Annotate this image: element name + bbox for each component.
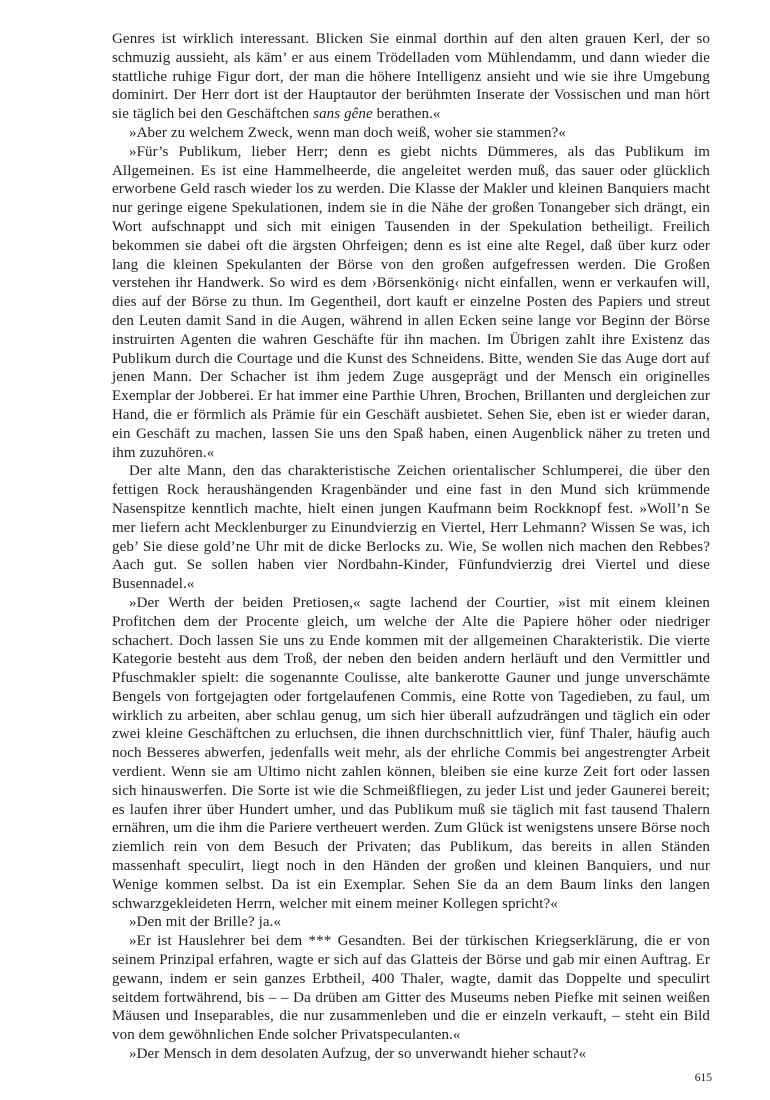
paragraph: [112, 913, 710, 932]
paragraph: [112, 1045, 710, 1064]
text-run: »Den mit der Brille? ja.«: [129, 914, 282, 931]
text-block: [112, 30, 710, 1064]
page-number: 615: [694, 1072, 712, 1084]
text-run: Genres ist wirklich interessant. Blicken Sie einmal dorthin auf den alten grauen Kerl, der so schmuzig aussieht, als käm’ er aus einem Trödelladen vom Mühlendamm, und dann wieder die stattliche ruhige Figur dort, der man die höhere Intelligenz ansieht und wie sie ihre Umgebung dominirt. Der Herr dort ist der Hauptautor der berühmten Inserate der Vossischen und man hört sie täglich bei den Geschäftchen: [112, 31, 710, 123]
paragraph: [112, 30, 710, 124]
text-run: »Der Werth der beiden Pretiosen,« sagte lachend der Courtier, »ist mit einem kleinen Profitchen dem der Procente gleich, um welche der Alte die Papiere höher oder niedriger schachert. Doch lassen Sie uns zu Ende kommen mit der allgemeinen Charakteristik. Die vierte Kategorie besteht aus dem Troß, der neben den beiden andern herläuft und den Vermittler und Pfuschmakler spielt: die sogenannte Coulisse, alte bankerotte Gauner und junge unverschämte Bengels von fortgejagten oder fortgelaufenen Commis, eine Rotte von Tagedieben, zu faul, um wirklich zu arbeiten, aber schlau genug, um sich hier überall aufzudrängen und täglich ein oder zwei kleine Geschäftchen zu erluchsen, die ihnen durchschnittlich vier, fünf Thaler, häufig auch noch Besseres abwerfen, jedenfalls weit mehr, als der ehrliche Commis bei angestrengter Arbeit verdient. Wenn sie am Ultimo nicht zahlen können, bleiben sie eine kurze Zeit fort oder lassen sich hinauswerfen. Die Sorte ist wie die Schmeißfliegen, zu jeder List und jeder Gaunerei bereit; es laufen ihrer über Hundert umher, und das Publikum muß sie täglich mit fast tausend Thalern ernähren, um die ihm die Pariere vertheuert werden. Zum Glück ist wenigstens unsere Börse noch ziemlich rein von dem Besuch der Privaten; das Publikum, das bereits in allen Ständen massenhaft speculirt, liegt noch in den Händen der großen und kleinen Banquiers, und nur Wenige kommen selbst. Da ist ein Exemplar. Sehen Sie da an dem Baum links den langen schwarzgekleideten Herrn, welcher mit einem meiner Kollegen spricht?«: [112, 594, 710, 912]
italic-run: sans gêne: [313, 106, 373, 123]
paragraph: [112, 594, 710, 914]
text-run: »Aber zu welchem Zweck, wenn man doch weiß, woher sie stammen?«: [129, 124, 566, 141]
paragraph: [112, 124, 710, 143]
paragraph: [112, 143, 710, 463]
text-run: »Für’s Publikum, lieber Herr; denn es giebt nichts Dümmeres, als das Publikum im Allgemeinen. Es ist eine Hammelheerde, die angeleitet werden muß, das sauer oder glücklich erworbene Geld rasch wieder los zu werden. Die Klasse der Makler und kleinen Banquiers macht nur geringe eigene Spekulationen, indem sie in die Nähe der großen Tonangeber sich drängt, ein Wort aufschnappt und sich mit einigen Tausenden in der Spekulation betheiligt. Freilich bekommen sie dabei oft die ärgsten Ohrfeigen; denn es ist eine alte Regel, daß über kurz oder lang die kleinen Spekulanten der Börse von den großen aufgefressen werden. Die Großen verstehen ihr Handwerk. So wird es dem ›Börsenkönig‹ nicht einfallen, wenn er verkaufen will, dies auf der Börse zu thun. Im Gegentheil, dort kauft er einzelne Posten des Papiers und streut den Leuten damit Sand in die Augen, während in allen Ecken seine lange vor Beginn der Börse instruirten Agenten die wahren Geschäfte für ihn machen. Im Übrigen zahlt ihre Existenz das Publikum durch die Courtage und die Kunst des Schneidens. Bitte, wenden Sie das Auge dort auf jenen Mann. Der Schacher ist ihm jedem Zuge ausgeprägt und der Mensch ein originelles Exemplar der Jobberei. Er hat immer eine Parthie Uhren, Brochen, Brillanten und dergleichen zur Hand, die er förmlich als Prämie für ein Geschäft ausbietet. Sehen Sie, eben ist er wieder daran, ein Geschäft zu machen, lassen Sie uns den Spaß haben, einen Augenblick näher zu treten und ihm zuzuhören.«: [112, 143, 710, 461]
text-run: berathen.«: [372, 106, 441, 123]
paragraph: [112, 462, 710, 594]
text-run: »Der Mensch in dem desolaten Aufzug, der so unverwandt hieher schaut?«: [129, 1046, 587, 1063]
text-run: Der alte Mann, den das charakteristische Zeichen orientalischer Schlumperei, die über den fettigen Rock heraushängenden Kragenbänder und eine fast in den Mund sich krümmende Nasenspitze kenntlich machte, hielt einen jungen Kaufmann beim Rockknopf fest. »Woll’n Se mer liefern acht Mecklenburger zu Einundvierzig en Viertel, Herr Lehmann? Wissen Se was, ich geb’ Sie diese gold’ne Uhr mit de dicke Berlocks zu. Wie, Se wollen nich machen den Rebbes? Aach gut. Se sollen haben vier Nordbahn-Kinder, Fünfundvierzig drei Viertel und diese Busennadel.«: [112, 463, 710, 593]
text-run: »Er ist Hauslehrer bei dem *** Gesandten. Bei der türkischen Kriegserklärung, die er von seinem Prinzipal erfahren, wagte er sich auf das Glatteis der Börse und gab mir einen Auftrag. Er gewann, indem er sein ganzes Erbtheil, 400 Thaler, wagte, damit das Doppelte und speculirt seitdem fortwährend, bis – – Da drüben am Gitter des Museums neben Piefke mit seinen weißen Mäusen und Inseparables, die nur zusammenleben und die er einzeln verkauft, – steht ein Bild von dem gewöhnlichen Ende solcher Privatspeculanten.«: [112, 933, 710, 1044]
paragraph: [112, 932, 710, 1045]
